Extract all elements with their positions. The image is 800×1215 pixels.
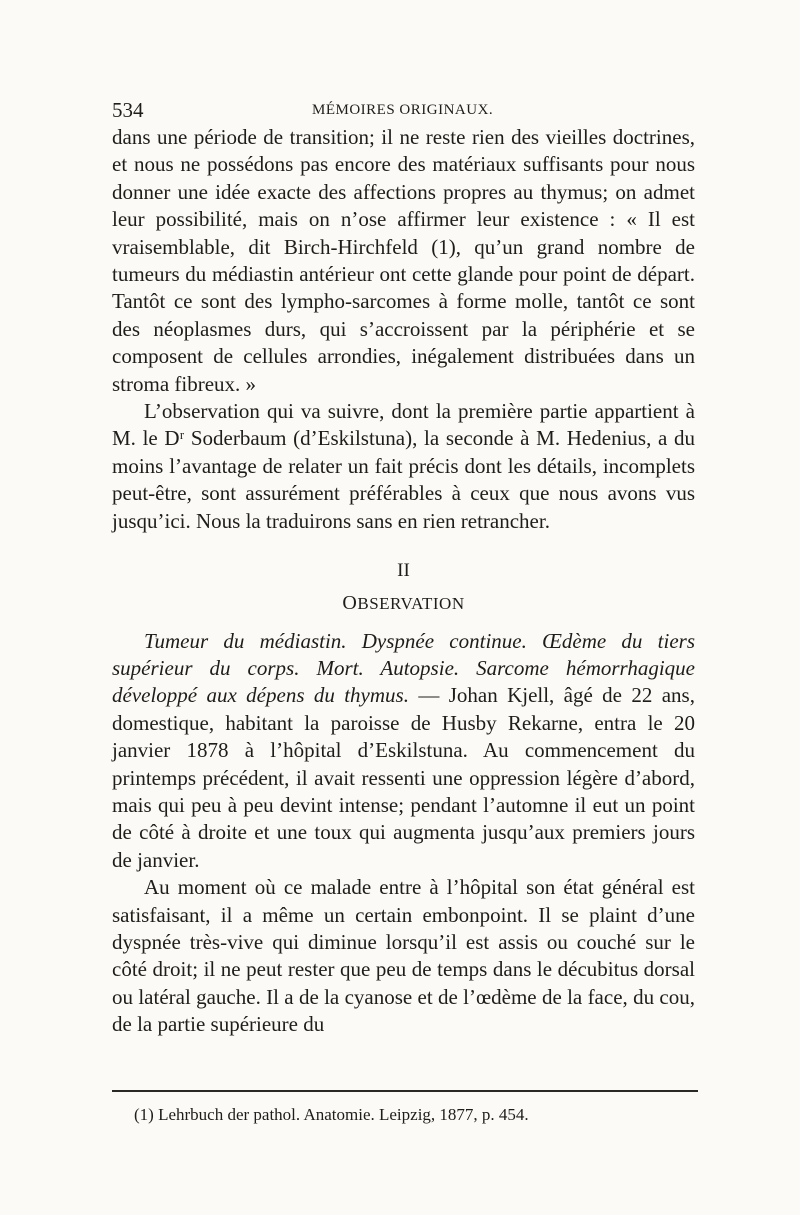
observation-lead: Tumeur du médiastin. Dyspnée continue. Œdème du tiers supérieur du corps. Mort. Autopsie. Sarcome hémorrhagique développé aux dépens du thymus. [112, 628, 695, 708]
running-title: MÉMOIRES ORIGINAUX. [312, 102, 494, 118]
paragraph-admission-state: Au moment où ce malade entre à l’hôpital son état général est satisfaisant, il a même un certain embonpoint. Il se plaint d’une dyspnée très-vive qui diminue lorsqu’il est assis ou couché sur le côté droit; il ne peut rester que peu de temps dans le décubitus dorsal ou latéral gauche. Il a de la cyanose et de l’œdème de la face, du cou, de la partie supérieure du [112, 875, 695, 1037]
observation-case-text: — Johan Kjell, âgé de 22 ans, domestique, habitant la paroisse de Husby Rekarne, entra le 20 janvier 1878 à l’hôpital d’Eskilstuna. Au commencement du printemps précédent, il avait ressenti une oppression légère d’abord, mais qui peu à peu devint intense; pendant l’automne il eut un point de côté à droite et une toux qui augmenta jusqu’aux premiers jours de janvier. [112, 683, 695, 872]
section-title-initial: O [342, 592, 358, 615]
page-number: 534 [112, 98, 144, 122]
paragraph-observation-intro: L’observation qui va suivre, dont la première partie appartient à M. le Dʳ Soderbaum (d’Eskilstuna), la seconde à M. Hedenius, a du moins l’avantage de relater un fait précis dont les détails, incomplets peut-être, sont assurément préférables à ceux que nous avons vus jusqu’ici. Nous la traduirons sans en rien retrancher. [112, 399, 695, 533]
body-text [112, 124, 695, 1039]
section-numeral: II [397, 560, 410, 582]
section-title-rest: BSERVATION [357, 594, 465, 614]
section-title [112, 590, 695, 617]
footnote-rule [112, 1090, 698, 1092]
paragraph-observation-case [112, 628, 695, 875]
footnote: (1) Lehrbuch der pathol. Anatomie. Leipzig, 1877, p. 454. [134, 1105, 529, 1124]
page-header [112, 96, 692, 124]
paragraph-birch-hirchfeld-quote: dans une période de transition; il ne reste rien des vieilles doctrines, et nous ne possédons pas encore des matériaux suffisants pour nous donner une idée exacte des affections propres au thymus; on admet leur possibilité, mais on n’ose affirmer leur existence : « Il est vraisemblable, dit Birch-Hirchfeld (1), qu’un grand nombre de tumeurs du médiastin antérieur ont cette glande pour point de départ. Tantôt ce sont des lympho-sarcomes à forme molle, tantôt ce sont des néoplasmes durs, qui s’accroissent par la périphérie et se composent de cellules arrondies, inégalement distribuées dans un stroma fibreux. » [112, 125, 695, 396]
